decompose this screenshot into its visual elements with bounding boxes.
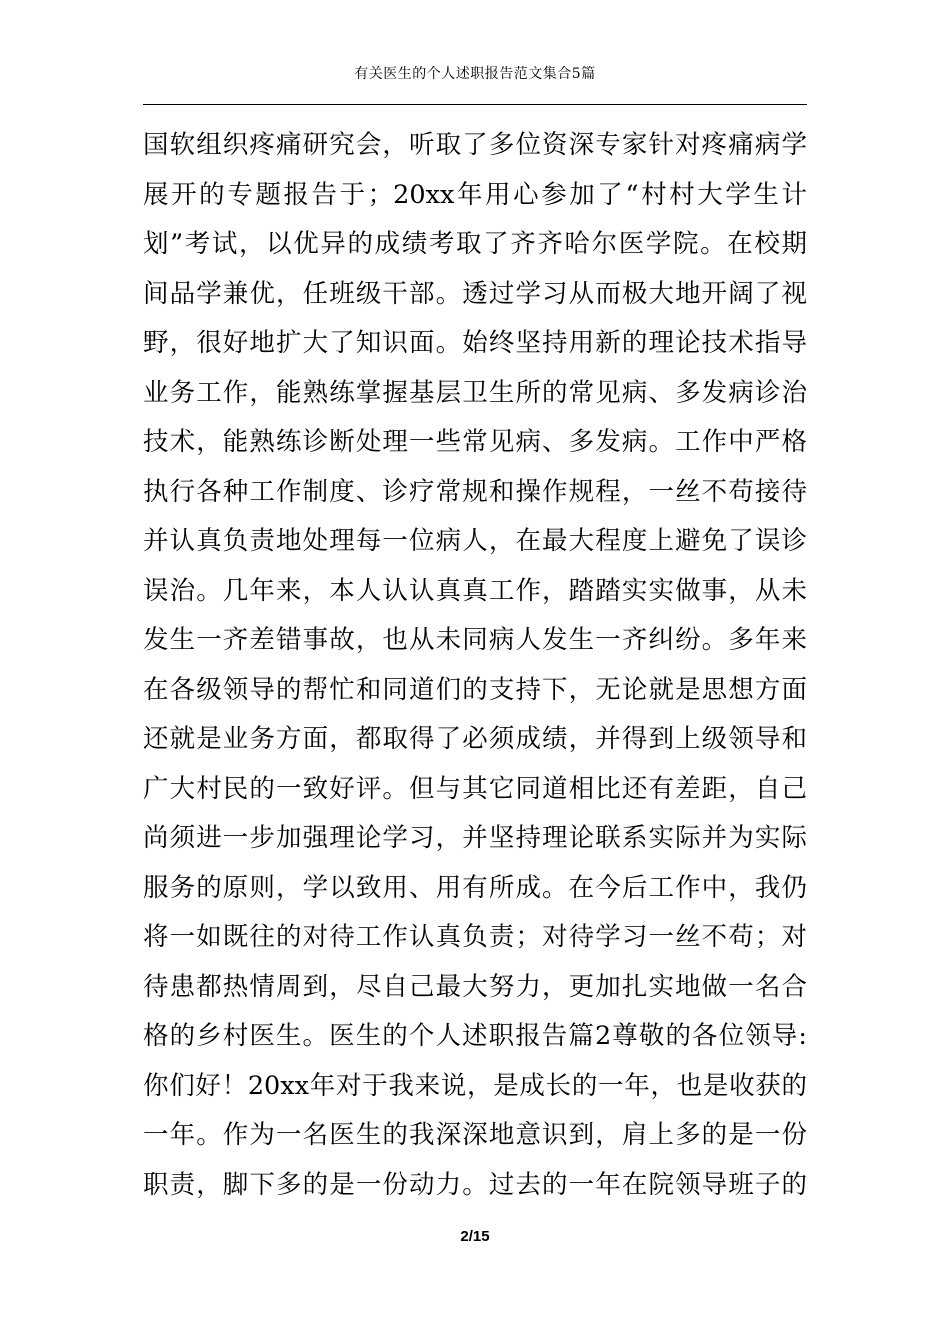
body-line: 业务工作，能熟练掌握基层卫生所的常见病、多发病诊治 [143,377,807,408]
body-line: 执行各种工作制度、诊疗常规和操作规程，一丝不苟接待 [143,476,807,507]
body-line: 划”考试，以优异的成绩考取了齐齐哈尔医学院。在校期 [143,229,807,259]
body-line: 将一如既往的对待工作认真负责；对待学习一丝不苟；对 [143,922,807,952]
body-line: 发生一齐差错事故，也从未同病人发生一齐纠纷。多年来 [143,625,807,655]
body-line: 广大村民的一致好评。但与其它同道相比还有差距，自己 [143,773,807,804]
body-text [143,121,807,1210]
header-divider [143,104,807,105]
body-line: 展开的专题报告于；20xx年用心参加了“村村大学生计 [143,179,807,210]
body-line: 间品学兼优，任班级干部。透过学习从而极大地开阔了视 [143,278,807,309]
body-line: 尚须进一步加强理论学习，并坚持理论联系实际并为实际 [143,823,807,853]
page-header-title: 有关医生的个人述职报告范文集合5篇 [354,66,596,82]
body-line: 野，很好地扩大了知识面。始终坚持用新的理论技术指导 [143,328,807,358]
body-line: 一年。作为一名医生的我深深地意识到，肩上多的是一份 [143,1120,807,1150]
body-line: 还就是业务方面，都取得了必须成绩，并得到上级领导和 [143,724,807,754]
page-number: 2/15 [460,1228,490,1245]
body-line: 误治。几年来，本人认认真真工作，踏踏实实做事，从未 [143,575,807,606]
body-line: 在各级领导的帮忙和同道们的支持下，无论就是思想方面 [143,674,807,705]
body-line: 你们好！20xx年对于我来说，是成长的一年，也是收获的 [143,1070,807,1101]
body-line: 并认真负责地处理每一位病人，在最大程度上避免了误诊 [143,526,807,556]
body-line: 待患都热情周到，尽自己最大努力，更加扎实地做一名合 [143,971,807,1002]
body-line: 技术，能熟练诊断处理一些常见病、多发病。工作中严格 [143,427,807,457]
body-line: 职责，脚下多的是一份动力。过去的一年在院领导班子的 [143,1169,807,1200]
body-line: 国软组织疼痛研究会，听取了多位资深专家针对疼痛病学 [143,130,807,160]
body-line: 服务的原则，学以致用、用有所成。在今后工作中，我仍 [143,872,807,903]
body-line: 格的乡村医生。医生的个人述职报告篇2尊敬的各位领导: [143,1021,807,1051]
